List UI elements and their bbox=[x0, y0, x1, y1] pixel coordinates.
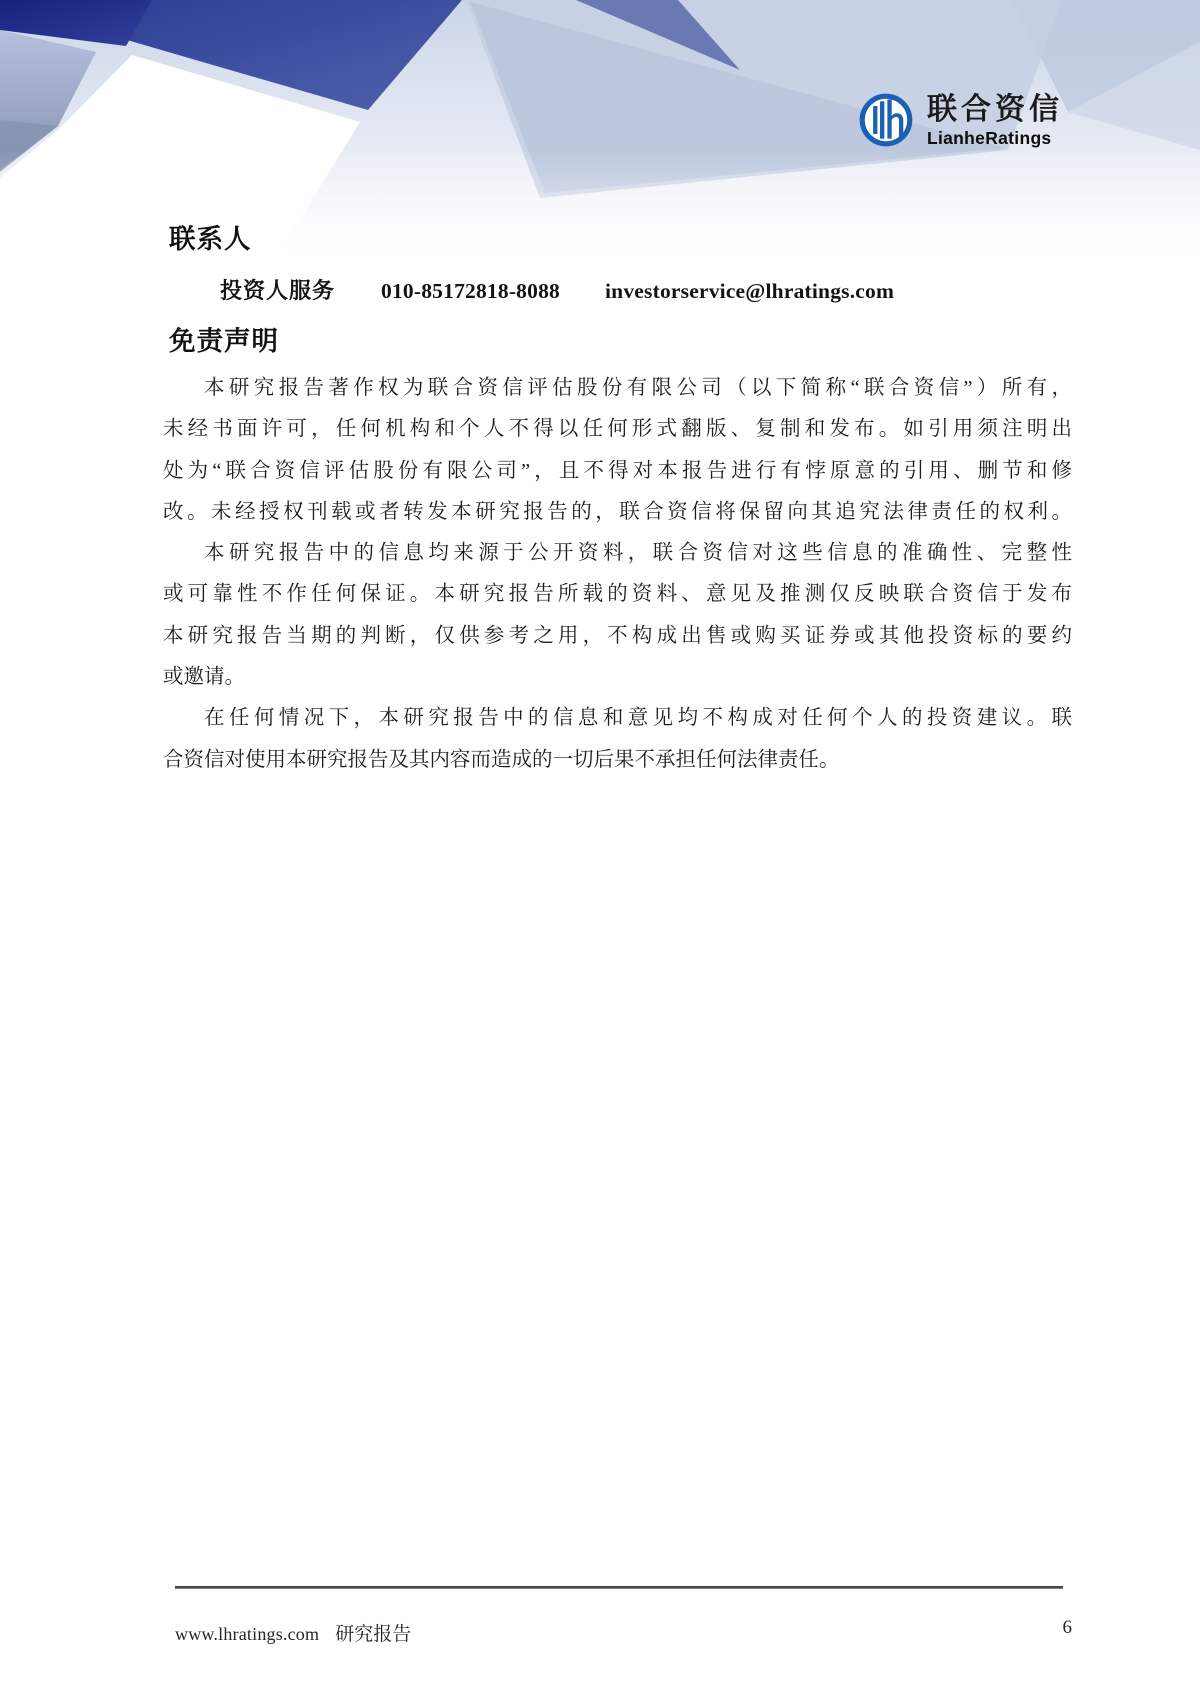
disclaimer-line: 在任何情况下，本研究报告中的信息和意见均不构成对任何个人的投资建议。联 bbox=[204, 707, 1072, 730]
disclaimer-line: 本研究报告著作权为联合资信评估股份有限公司（以下简称“联合资信”）所有， bbox=[204, 377, 1072, 399]
lh-monogram-icon bbox=[858, 92, 914, 148]
investor-service-label: 投资人服务 bbox=[220, 278, 336, 303]
disclaimer-line: 未经书面许可，任何机构和个人不得以任何形式翻版、复制和发布。如引用须注明出 bbox=[163, 418, 1072, 441]
email-address: investorservice@lhratings.com bbox=[605, 279, 895, 303]
phone-number: 010-85172818-8088 bbox=[381, 279, 560, 303]
disclaimer-line: 本研究报告当期的判断，仅供参考之用，不构成出售或购买证券或其他投资标的要约 bbox=[163, 624, 1072, 647]
report-type-label: 研究报告 bbox=[335, 1624, 412, 1645]
disclaimer-line: 或可靠性不作任何保证。本研究报告所载的资料、意见及推测仅反映联合资信于发布 bbox=[163, 583, 1072, 606]
disclaimer-line: 本研究报告中的信息均来源于公开资料，联合资信对这些信息的准确性、完整性 bbox=[204, 542, 1072, 565]
footer-divider bbox=[175, 1586, 1063, 1589]
disclaimer-line: 改。未经授权刊载或者转发本研究报告的，联合资信将保留向其追究法律责任的权利。 bbox=[163, 500, 1072, 523]
logo-text bbox=[927, 94, 1063, 148]
disclaimer-line: 处为“联合资信评估股份有限公司”，且不得对本报告进行有悖原意的引用、删节和修 bbox=[163, 459, 1072, 482]
logo-english-name: LianheRatings bbox=[927, 128, 1052, 148]
contact-heading: 联系人 bbox=[169, 224, 252, 254]
contact-row bbox=[220, 274, 894, 305]
disclaimer-body bbox=[163, 368, 1072, 781]
website-url: www.lhratings.com bbox=[175, 1624, 320, 1644]
footer bbox=[175, 1619, 411, 1646]
page-number: 6 bbox=[1062, 1617, 1072, 1638]
disclaimer-line: 合资信对使用本研究报告及其内容而造成的一切后果不承担任何法律责任。 bbox=[163, 748, 840, 771]
disclaimer-line: 或邀请。 bbox=[163, 666, 245, 689]
logo-chinese-name: 联合资信 bbox=[927, 93, 1063, 126]
disclaimer-heading: 免责声明 bbox=[169, 326, 279, 356]
company-logo bbox=[858, 92, 1063, 148]
header-artwork bbox=[0, 0, 1200, 300]
